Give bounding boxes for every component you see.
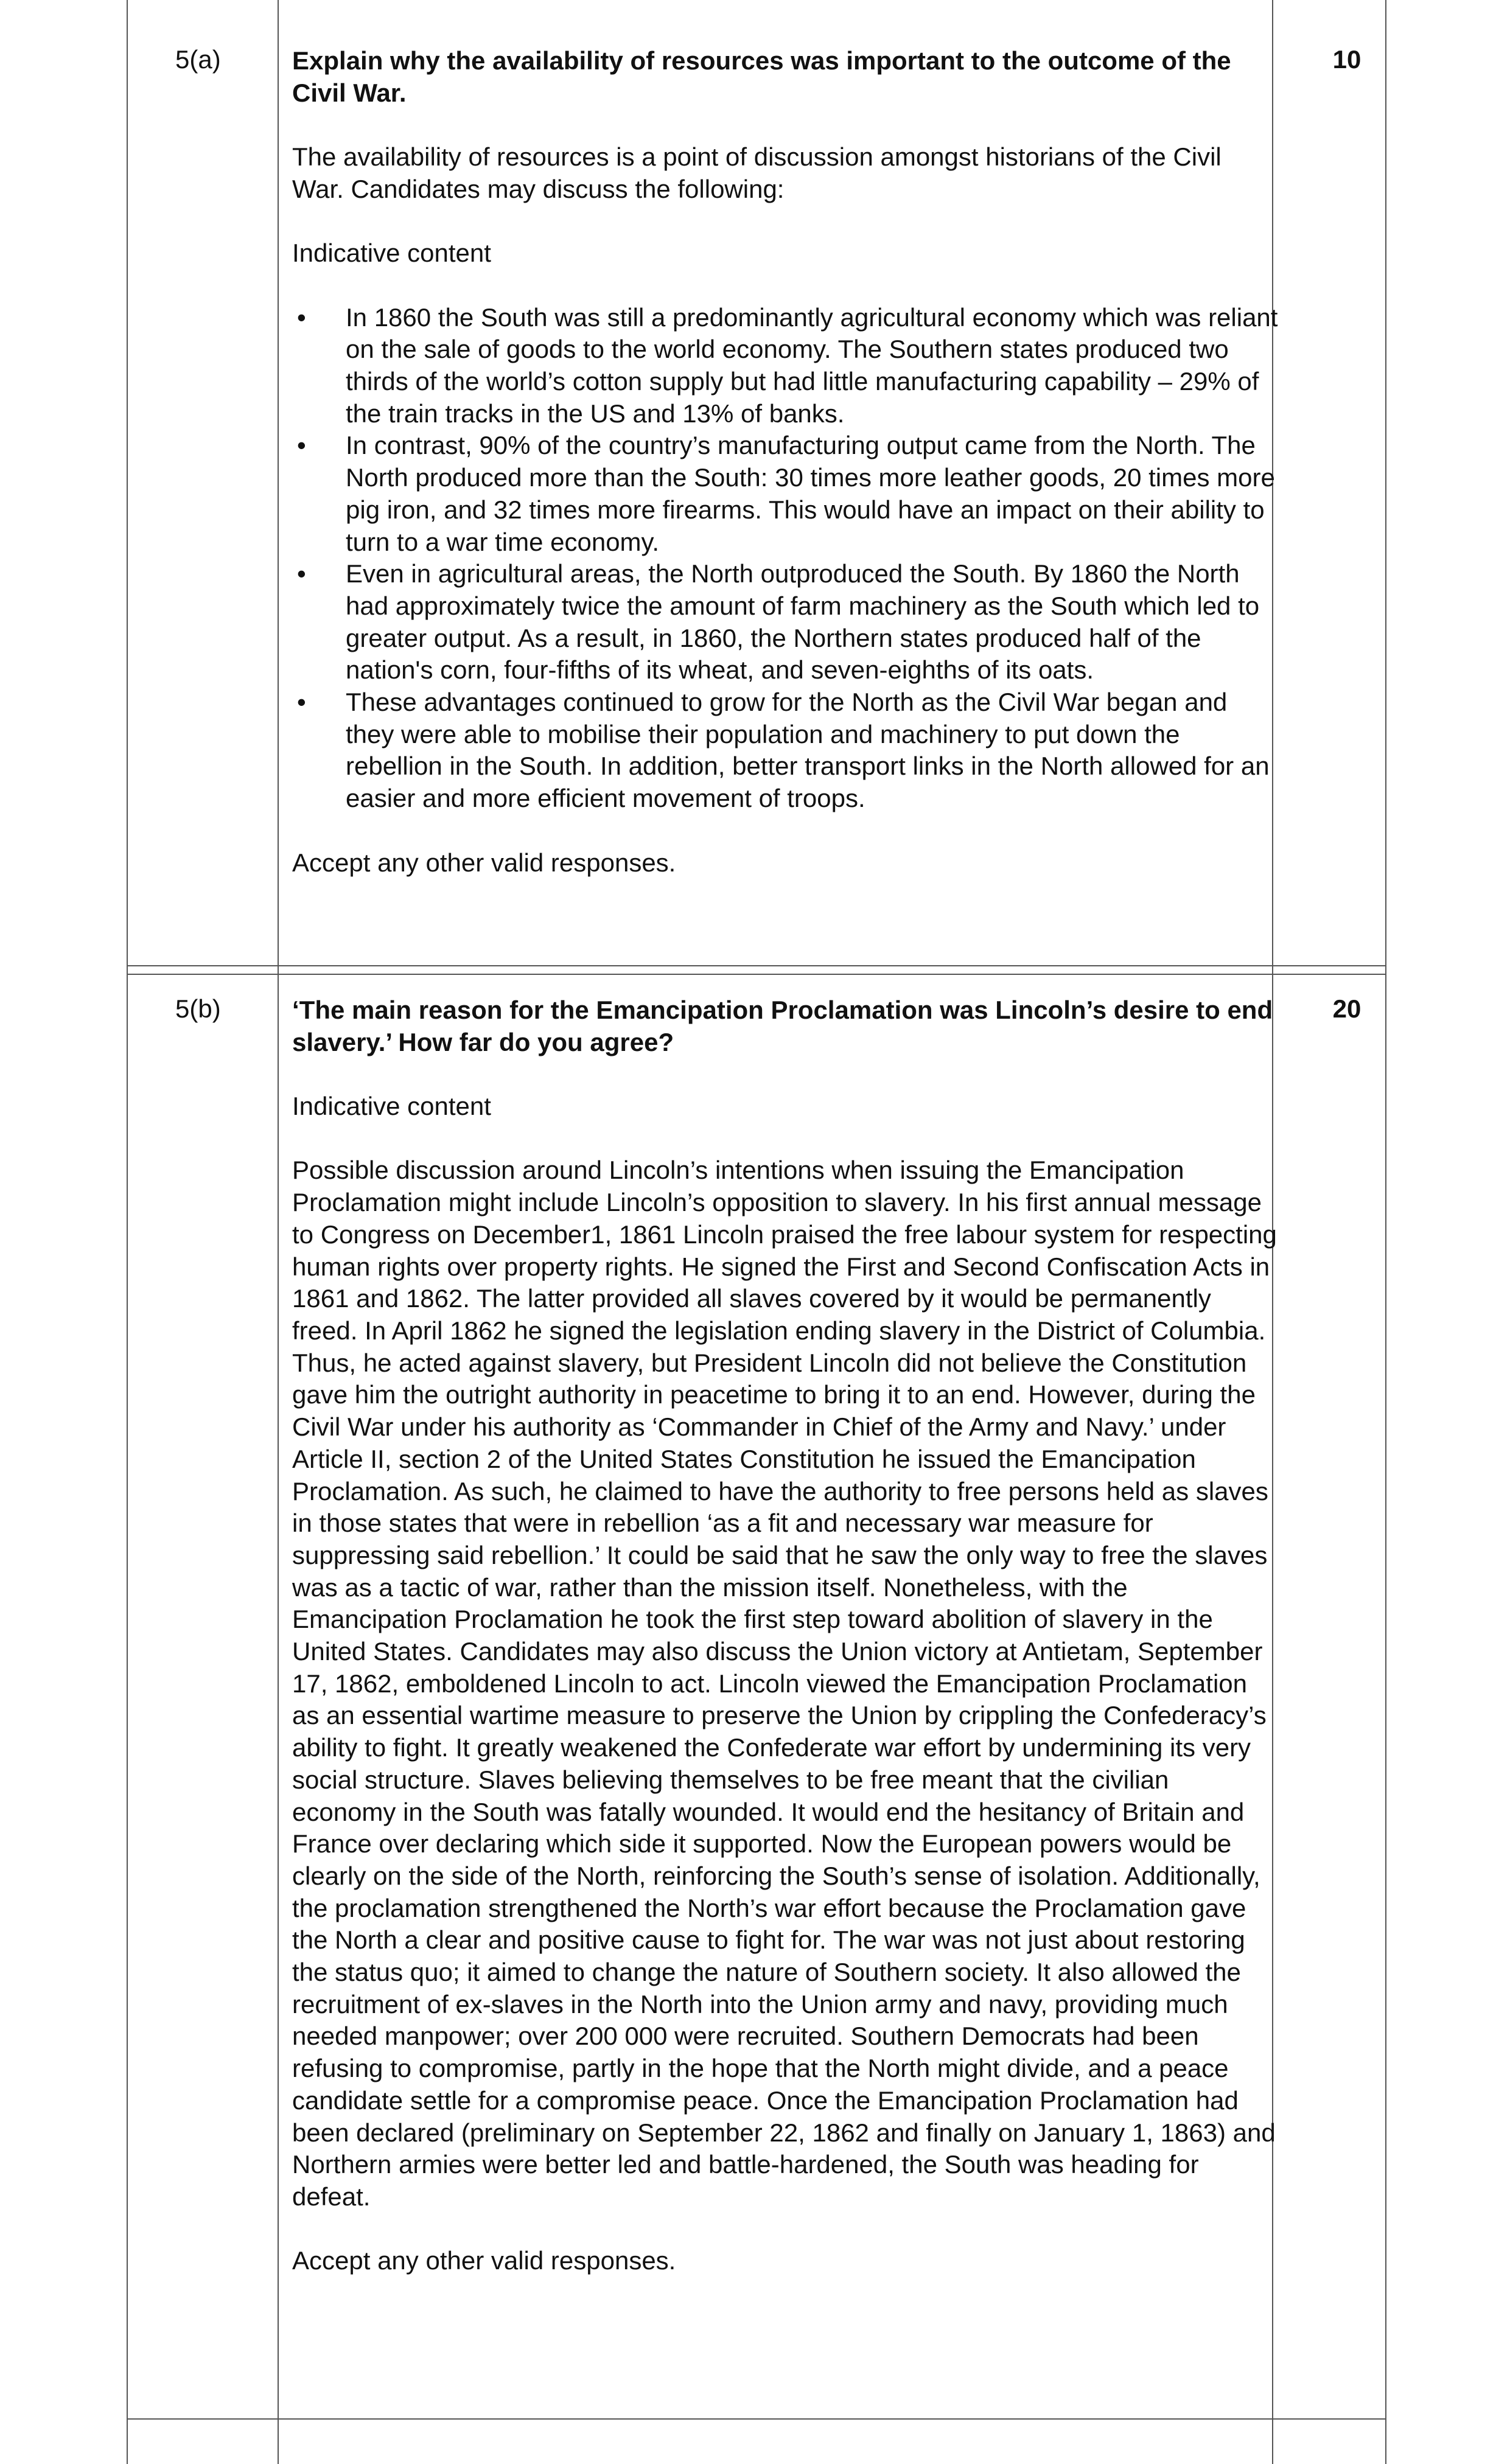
closing-text: Accept any other valid responses.: [292, 2246, 676, 2275]
indicative-heading: Indicative content: [292, 239, 491, 268]
table-bottom-border: [127, 2418, 1386, 2420]
marks-value: 10: [1332, 45, 1361, 74]
question-number: 5(a): [175, 45, 221, 74]
bullet-icon: •: [297, 688, 306, 717]
row-separator-bottom: [127, 974, 1386, 975]
list-item: • In 1860 the South was still a predominantly agricultural economy which was reliant on the sale of goods to the world economy. The Southern states produced two thirds of the world’s cotton supply but had little manufacturing capability – 29% of the train tracks in the US and 13% of banks.: [297, 302, 1278, 428]
list-item: • These advantages continued to grow for the North as the Civil War began and they were able to mobilise their population and machinery to put down the rebellion in the South. In addition, better transport links in the North allowed for an easier and more efficient movement of troops.: [297, 688, 1270, 813]
closing-text: Accept any other valid responses.: [292, 848, 676, 877]
table-right-border: [1385, 0, 1386, 2464]
table-left-border: [127, 0, 128, 2464]
question-text: ‘The main reason for the Emancipation Proclamation was Lincoln’s desire to end slavery.’ How far do you agree?: [292, 996, 1273, 1056]
row-separator-top: [127, 965, 1386, 966]
indicative-heading: Indicative content: [292, 1092, 491, 1121]
bullet-icon: •: [297, 302, 306, 332]
question-text: Explain why the availability of resources was important to the outcome of the Civil War.: [292, 46, 1231, 107]
marks-value: 20: [1332, 994, 1361, 1023]
answer-guidance: [292, 45, 1278, 879]
list-item: • In contrast, 90% of the country’s manufacturing output came from the North. The North produced more than the South: 30 times more leather goods, 20 times more pig iron, and 32 times more firearms. This would have an impact on their ability to turn to a war time economy.: [297, 431, 1275, 556]
bullet-icon: •: [297, 431, 306, 460]
body-text: Possible discussion around Lincoln’s intentions when issuing the Emancipation Proclamation might include Lincoln’s opposition to slavery. In his first annual message to Congress on December1, 1861 Lincoln praised the free labour system for respecting human rights over property rights. He signed the First and Second Confiscation Acts in 1861 and 1862. The latter provided all slaves covered by it would be permanently freed. In April 1862 he signed the legislation ending slavery in the District of Columbia. Thus, he acted against slavery, but President Lincoln did not believe the Constitution gave him the outright authority in peacetime to bring it to an end. However, during the Civil War under his authority as ‘Commander in Chief of the Army and Navy.’ under Article II, section 2 of the United States Constitution he issued the Emancipation Proclamation. As such, he claimed to have the authority to free persons held as slaves in those states that were in rebellion ‘as a fit and necessary war measure for suppressing said rebellion.’ It could be said that he saw the only way to free the slaves was as a tactic of war, rather than the mission itself. Nonetheless, with the Emancipation Proclamation he took the first step toward abolition of slavery in the United States. Candidates may also discuss the Union victory at Antietam, September 17, 1862, emboldened Lincoln to act. Lincoln viewed the Emancipation Proclamation as an essential wartime measure to preserve the Union by crippling the Confederacy’s ability to fight. It greatly weakened the Confederate war effort by undermining its very social structure. Slaves believing themselves to be free meant that the civilian economy in the South was fatally wounded. It would end the hesitancy of Britain and France over declaring which side it supported. Now the European powers would be clearly on the side of the North, reinforcing the South’s sense of isolation. Additionally, the proclamation strengthened the North’s war effort because the Proclamation gave the North a clear and positive cause to fight for. The war was not just about restoring the status quo; it aimed to change the nature of Southern society. It also allowed the recruitment of ex-slaves in the North into the Union army and navy, providing much needed manpower; over 200 000 were recruited. Southern Democrats had been refusing to compromise, partly in the hope that the North might divide, and a peace candidate settle for a compromise peace. Once the Emancipation Proclamation had been declared (preliminary on September 22, 1862 and finally on January 1, 1863) and Northern armies were better led and battle-hardened, the South was heading for defeat.: [292, 1156, 1277, 2211]
intro-text: The availability of resources is a point of discussion amongst historians of the Civil War. Candidates may discuss the following:: [292, 142, 1222, 203]
question-number: 5(b): [175, 994, 221, 1023]
bullet-list: [292, 302, 1278, 815]
list-item: • Even in agricultural areas, the North outproduced the South. By 1860 the North had approximately twice the amount of farm machinery as the South which led to greater output. As a result, in 1860, the Northern states produced half of the nation's corn, four-fifths of its wheat, and seven-eighths of its oats.: [297, 559, 1260, 685]
mark-scheme-table: [127, 0, 1386, 2464]
bullet-icon: •: [297, 559, 306, 588]
answer-guidance: [292, 994, 1278, 2277]
column-divider-question: [278, 0, 279, 2464]
